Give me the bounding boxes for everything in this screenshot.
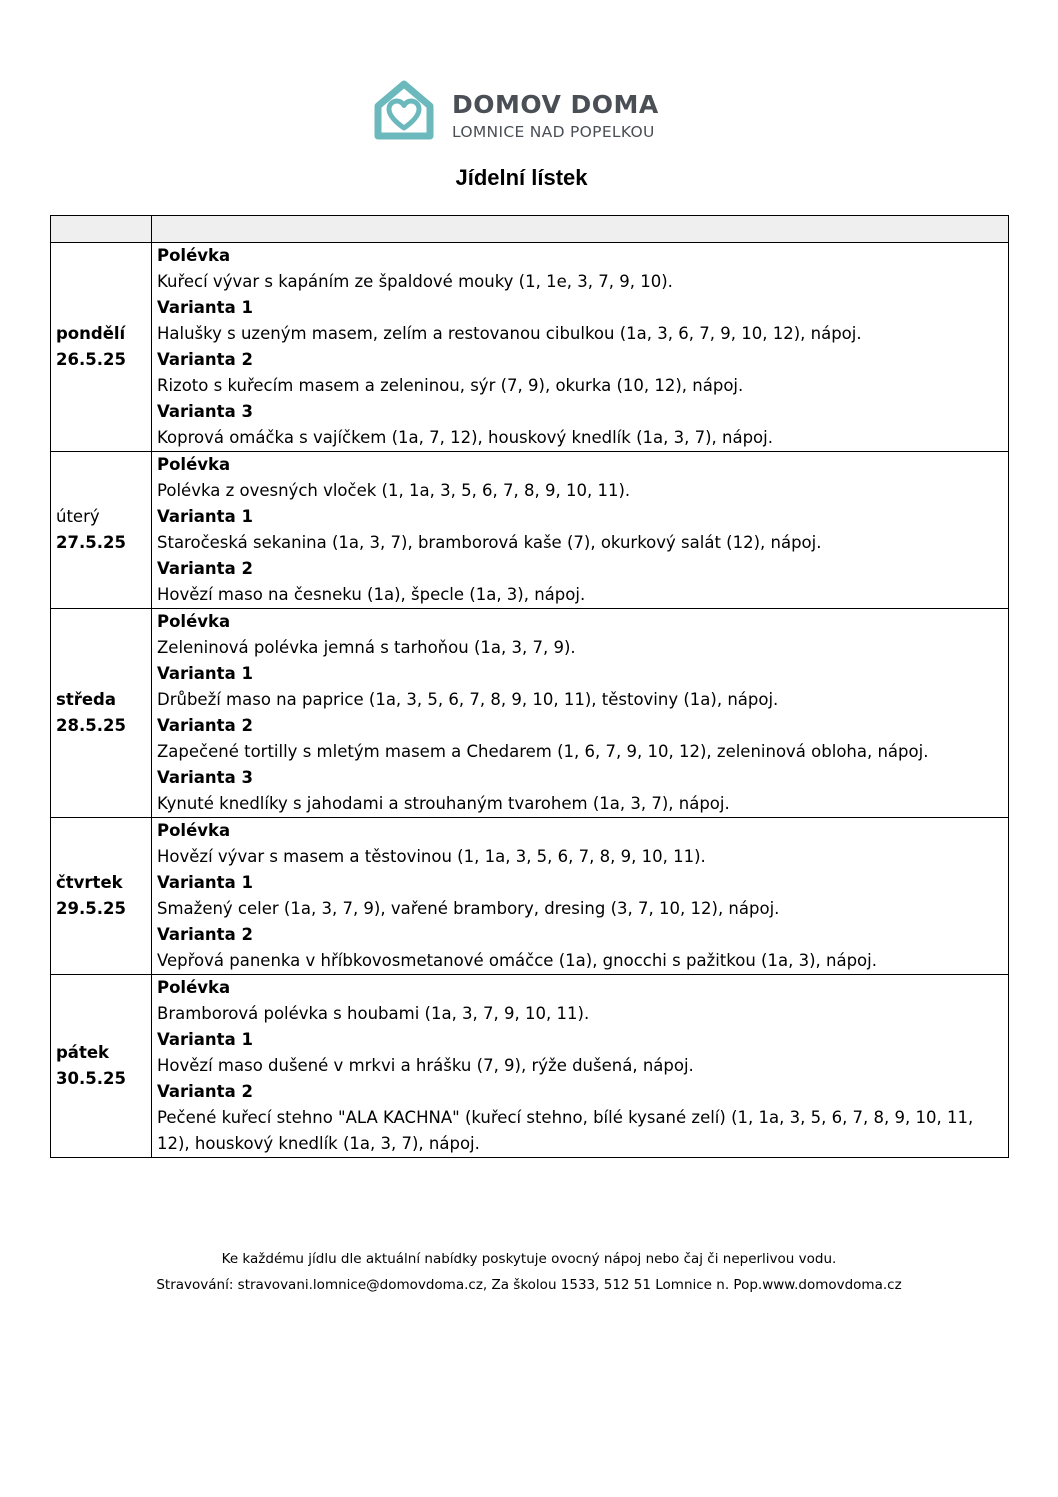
logo-name: DOMOV DOMA bbox=[452, 90, 659, 119]
meal-label: Varianta 2 bbox=[157, 350, 253, 369]
meal-label: Varianta 2 bbox=[157, 925, 253, 944]
meal-label: Polévka bbox=[157, 246, 231, 265]
logo bbox=[372, 76, 692, 146]
meals-cell bbox=[152, 452, 1009, 609]
meal-label: Varianta 1 bbox=[157, 507, 253, 526]
day-cell bbox=[51, 243, 152, 452]
meals-cell bbox=[152, 243, 1009, 452]
meal-label: Polévka bbox=[157, 455, 231, 474]
day-name: pátek bbox=[56, 1043, 109, 1062]
meal-text: Hovězí maso dušené v mrkvi a hrášku (7, 9), rýže dušená, nápoj. bbox=[157, 1056, 694, 1075]
meal-text: Zapečené tortilly s mletým masem a Chedarem (1, 6, 7, 9, 10, 12), zeleninová obloha, nápoj. bbox=[157, 742, 929, 761]
meal-label: Varianta 3 bbox=[157, 768, 253, 787]
day-date: 29.5.25 bbox=[56, 899, 126, 918]
meal-label: Varianta 2 bbox=[157, 716, 253, 735]
meal-label: Varianta 1 bbox=[157, 1030, 253, 1049]
meal-label: Varianta 2 bbox=[157, 559, 253, 578]
day-name: středa bbox=[56, 690, 116, 709]
meal-text: Hovězí maso na česneku (1a), špecle (1a, 3), nápoj. bbox=[157, 585, 586, 604]
meal-text: Bramborová polévka s houbami (1a, 3, 7, 9, 10, 11). bbox=[157, 1004, 590, 1023]
day-name: pondělí bbox=[56, 324, 126, 343]
meal-text: Drůbeží maso na paprice (1a, 3, 5, 6, 7, 8, 9, 10, 11), těstoviny (1a), nápoj. bbox=[157, 690, 779, 709]
meal-text: Kuřecí vývar s kapáním ze špaldové mouky (1, 1e, 3, 7, 9, 10). bbox=[157, 272, 673, 291]
meal-text: Koprová omáčka s vajíčkem (1a, 7, 12), houskový knedlík (1a, 3, 7), nápoj. bbox=[157, 428, 773, 447]
meal-text: Smažený celer (1a, 3, 7, 9), vařené brambory, dresing (3, 7, 10, 12), nápoj. bbox=[157, 899, 780, 918]
table-row bbox=[51, 609, 1009, 818]
day-cell bbox=[51, 609, 152, 818]
meal-label: Varianta 2 bbox=[157, 1082, 253, 1101]
day-name: čtvrtek bbox=[56, 873, 123, 892]
meal-text: Polévka z ovesných vloček (1, 1a, 3, 5, 6, 7, 8, 9, 10, 11). bbox=[157, 481, 631, 500]
meals-cell bbox=[152, 975, 1009, 1158]
meal-label: Polévka bbox=[157, 978, 231, 997]
meal-text: Hovězí vývar s masem a těstovinou (1, 1a, 3, 5, 6, 7, 8, 9, 10, 11). bbox=[157, 847, 706, 866]
day-date: 27.5.25 bbox=[56, 533, 126, 552]
meal-label: Varianta 3 bbox=[157, 402, 253, 421]
meal-label: Polévka bbox=[157, 821, 231, 840]
meal-label: Polévka bbox=[157, 612, 231, 631]
house-heart-icon bbox=[372, 78, 436, 142]
header-row bbox=[51, 216, 1009, 243]
table-row bbox=[51, 975, 1009, 1158]
table-row bbox=[51, 243, 1009, 452]
table-row bbox=[51, 452, 1009, 609]
day-date: 28.5.25 bbox=[56, 716, 126, 735]
meals-cell bbox=[152, 609, 1009, 818]
meal-text: Halušky s uzeným masem, zelím a restovanou cibulkou (1a, 3, 6, 7, 9, 10, 12), nápoj. bbox=[157, 324, 862, 343]
meal-text: Pečené kuřecí stehno "ALA KACHNA" (kuřecí stehno, bílé kysané zelí) (1, 1a, 3, 5, 6, 7, 8, 9, 10, 11, 12), houskový knedlík (1a, 3, 7), nápoj. bbox=[157, 1108, 974, 1153]
meal-text: Rizoto s kuřecím masem a zeleninou, sýr (7, 9), okurka (10, 12), nápoj. bbox=[157, 376, 744, 395]
meal-text: Vepřová panenka v hříbkovosmetanové omáčce (1a), gnocchi s pažitkou (1a, 3), nápoj. bbox=[157, 951, 877, 970]
meals-cell bbox=[152, 818, 1009, 975]
header-cell-meals bbox=[152, 216, 1009, 243]
day-cell bbox=[51, 818, 152, 975]
day-name: úterý bbox=[56, 507, 100, 526]
meal-label: Varianta 1 bbox=[157, 298, 253, 317]
footer-contact: Stravování: stravovani.lomnice@domovdoma.cz, Za školou 1533, 512 51 Lomnice n. Pop.www.domovdoma.cz bbox=[156, 1277, 902, 1293]
day-date: 30.5.25 bbox=[56, 1069, 126, 1088]
header-cell-day bbox=[51, 216, 152, 243]
page-title: Jídelní lístek bbox=[455, 165, 588, 190]
meal-text: Kynuté knedlíky s jahodami a strouhaným tvarohem (1a, 3, 7), nápoj. bbox=[157, 794, 730, 813]
day-cell bbox=[51, 452, 152, 609]
footer-note: Ke každému jídlu dle aktuální nabídky poskytuje ovocný nápoj nebo čaj či neperlivou vodu. bbox=[221, 1251, 837, 1267]
meal-label: Varianta 1 bbox=[157, 873, 253, 892]
day-cell bbox=[51, 975, 152, 1158]
day-date: 26.5.25 bbox=[56, 350, 126, 369]
meal-text: Zeleninová polévka jemná s tarhoňou (1a, 3, 7, 9). bbox=[157, 638, 576, 657]
logo-subtitle: LOMNICE NAD POPELKOU bbox=[452, 123, 655, 141]
meal-label: Varianta 1 bbox=[157, 664, 253, 683]
menu-table bbox=[50, 215, 1009, 1158]
meal-text: Staročeská sekanina (1a, 3, 7), bramborová kaše (7), okurkový salát (12), nápoj. bbox=[157, 533, 822, 552]
table-row bbox=[51, 818, 1009, 975]
